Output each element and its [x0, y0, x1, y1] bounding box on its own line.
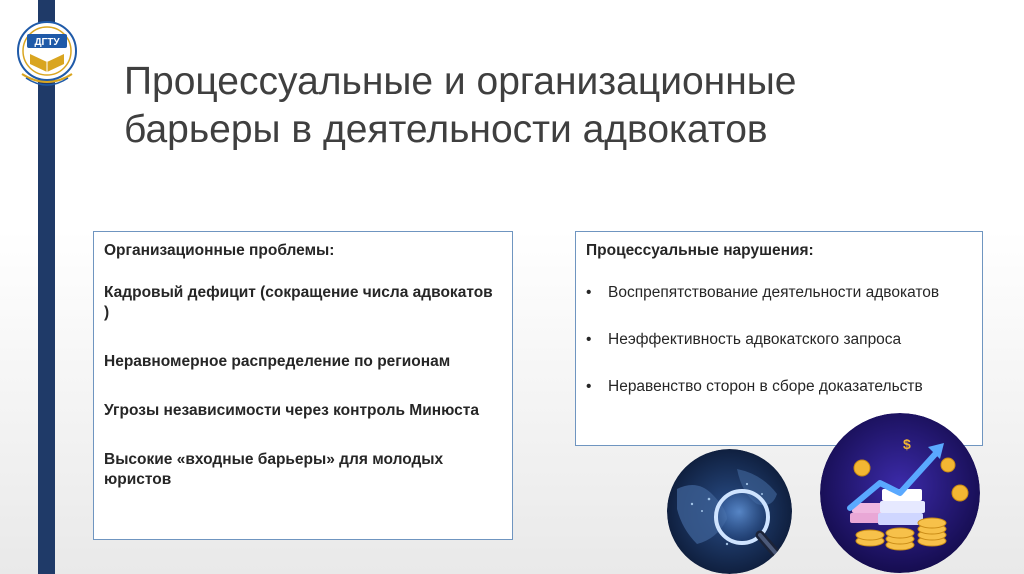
- organizational-problems-heading: Организационные проблемы:: [104, 242, 335, 259]
- right-list-item: [586, 283, 972, 303]
- bullet-icon: •: [586, 331, 592, 348]
- page-title: [124, 58, 924, 154]
- right-list-item-text: Воспрепятствование деятельности адвокатов: [608, 284, 940, 301]
- left-list-item: Угрозы независимости через контроль Минюста: [104, 402, 479, 419]
- university-logo: [14, 18, 80, 92]
- left-list-item: Высокие «входные барьеры» для молодых юристов: [104, 451, 444, 488]
- procedural-violations-heading: Процессуальные нарушения:: [586, 242, 814, 259]
- procedural-violations-box: [575, 231, 983, 446]
- bullet-icon: •: [586, 378, 592, 395]
- bullet-icon: •: [586, 284, 592, 301]
- right-list-item: [586, 377, 972, 397]
- money-growth-image: [820, 413, 980, 573]
- title-line-2: барьеры в деятельности адвокатов: [124, 108, 768, 151]
- organizational-problems-box: [93, 231, 513, 540]
- globe-magnifier-image: [667, 449, 792, 574]
- svg-text:ДГТУ: ДГТУ: [34, 37, 60, 48]
- left-list-item: Кадровый дефицит (сокращение числа адвокатов ): [104, 284, 493, 321]
- right-list-item-text: Неэффективность адвокатского запроса: [608, 331, 902, 348]
- title-line-1: Процессуальные и организационные: [124, 60, 797, 103]
- right-list-item-text: Неравенство сторон в сборе доказательств: [608, 378, 923, 395]
- right-list-item: [586, 330, 972, 350]
- svg-text:$: $: [903, 436, 911, 452]
- left-list-item: Неравномерное распределение по регионам: [104, 353, 451, 370]
